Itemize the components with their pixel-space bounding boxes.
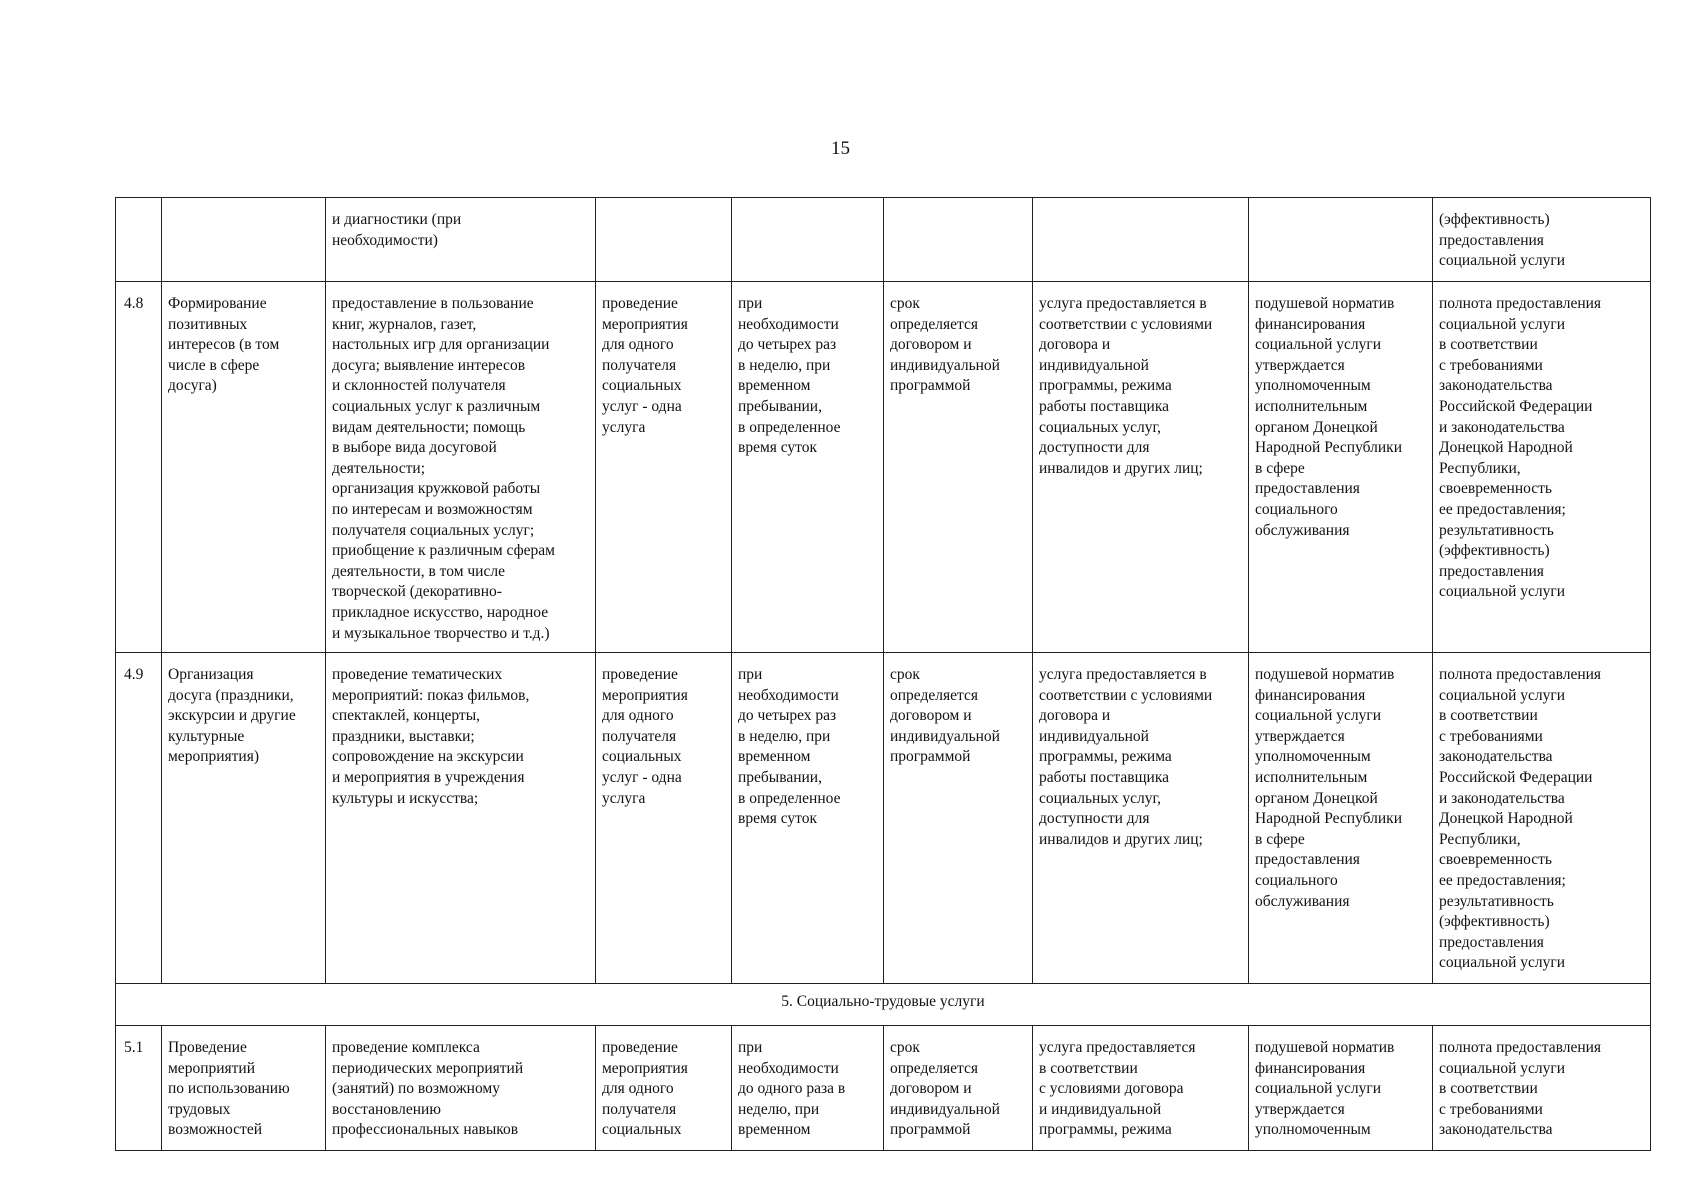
cell-description: и диагностики (при необходимости) <box>326 198 596 282</box>
cell-periodicity: при необходимости до четырех раз в неделю, при временном пребывании, в определенное время суток <box>732 282 884 653</box>
cell-periodicity <box>732 198 884 282</box>
section-title: 5. Социально-трудовые услуги <box>116 984 1651 1026</box>
cell-conditions: услуга предоставляется в соответствии с условиями договора и индивидуальной программы, режима работы поставщика социальных услуг, доступности для инвалидов и других лиц; <box>1033 282 1249 653</box>
cell-conditions <box>1033 198 1249 282</box>
cell-term: срок определяется договором и индивидуальной программой <box>884 1026 1033 1151</box>
cell-quality: полнота предоставления социальной услуги в соответствии с требованиями законодательства Российской Федерации и законодательства Донецкой Народной Республики, своевременность ее предоставления; результативность (эффективность) предоставления социальной услуги <box>1433 653 1651 984</box>
cell-service-name <box>162 198 326 282</box>
cell-quality: полнота предоставления социальной услуги в соответствии с требованиями законодательства Российской Федерации и законодательства Донецкой Народной Республики, своевременность ее предоставления; результативность (эффективность) предоставления социальной услуги <box>1433 282 1651 653</box>
cell-service-name: Проведение мероприятий по использованию трудовых возможностей <box>162 1026 326 1151</box>
table-row-4-9 <box>116 653 1651 984</box>
table-row-4-8 <box>116 282 1651 653</box>
cell-volume: проведение мероприятия для одного получателя социальных услуг - одна услуга <box>596 282 732 653</box>
cell-term: срок определяется договором и индивидуальной программой <box>884 282 1033 653</box>
cell-financing <box>1249 198 1433 282</box>
cell-volume: проведение мероприятия для одного получателя социальных <box>596 1026 732 1151</box>
cell-term <box>884 198 1033 282</box>
cell-number: 5.1 <box>116 1026 162 1151</box>
cell-description: проведение тематических мероприятий: показ фильмов, спектаклей, концерты, праздники, выставки; сопровождение на экскурсии и мероприятия в учреждения культуры и искусства; <box>326 653 596 984</box>
services-table <box>115 197 1651 1151</box>
cell-quality: полнота предоставления социальной услуги в соответствии с требованиями законодательства <box>1433 1026 1651 1151</box>
cell-financing: подушевой норматив финансирования социальной услуги утверждается уполномоченным исполнительным органом Донецкой Народной Республики в сфере предоставления социального обслуживания <box>1249 282 1433 653</box>
cell-conditions: услуга предоставляется в соответствии с условиями договора и индивидуальной программы, режима <box>1033 1026 1249 1151</box>
cell-financing: подушевой норматив финансирования социальной услуги утверждается уполномоченным исполнительным органом Донецкой Народной Республики в сфере предоставления социального обслуживания <box>1249 653 1433 984</box>
cell-service-name: Организация досуга (праздники, экскурсии и другие культурные мероприятия) <box>162 653 326 984</box>
cell-periodicity: при необходимости до четырех раз в неделю, при временном пребывании, в определенное время суток <box>732 653 884 984</box>
cell-quality: (эффективность) предоставления социальной услуги <box>1433 198 1651 282</box>
cell-periodicity: при необходимости до одного раза в неделю, при временном <box>732 1026 884 1151</box>
table-row-5-1 <box>116 1026 1651 1151</box>
section-row <box>116 984 1651 1026</box>
cell-volume: проведение мероприятия для одного получателя социальных услуг - одна услуга <box>596 653 732 984</box>
cell-number: 4.9 <box>116 653 162 984</box>
page-number: 15 <box>831 138 850 159</box>
cell-volume <box>596 198 732 282</box>
cell-service-name: Формирование позитивных интересов (в том числе в сфере досуга) <box>162 282 326 653</box>
table-row-continuation <box>116 198 1651 282</box>
cell-financing: подушевой норматив финансирования социальной услуги утверждается уполномоченным <box>1249 1026 1433 1151</box>
cell-term: срок определяется договором и индивидуальной программой <box>884 653 1033 984</box>
cell-description: предоставление в пользование книг, журналов, газет, настольных игр для организации досуга; выявление интересов и склонностей получателя социальных услуг к различным видам деятельности; помощь в выборе вида досуговой деятельности; организация кружковой работы по интересам и возможностям получателя социальных услуг; приобщение к различным сферам деятельности, в том числе творческой (декоративно- прикладное искусство, народное и музыкальное творчество и т.д.) <box>326 282 596 653</box>
cell-conditions: услуга предоставляется в соответствии с условиями договора и индивидуальной программы, режима работы поставщика социальных услуг, доступности для инвалидов и других лиц; <box>1033 653 1249 984</box>
cell-number <box>116 198 162 282</box>
cell-description: проведение комплекса периодических мероприятий (занятий) по возможному восстановлению профессиональных навыков <box>326 1026 596 1151</box>
cell-number: 4.8 <box>116 282 162 653</box>
